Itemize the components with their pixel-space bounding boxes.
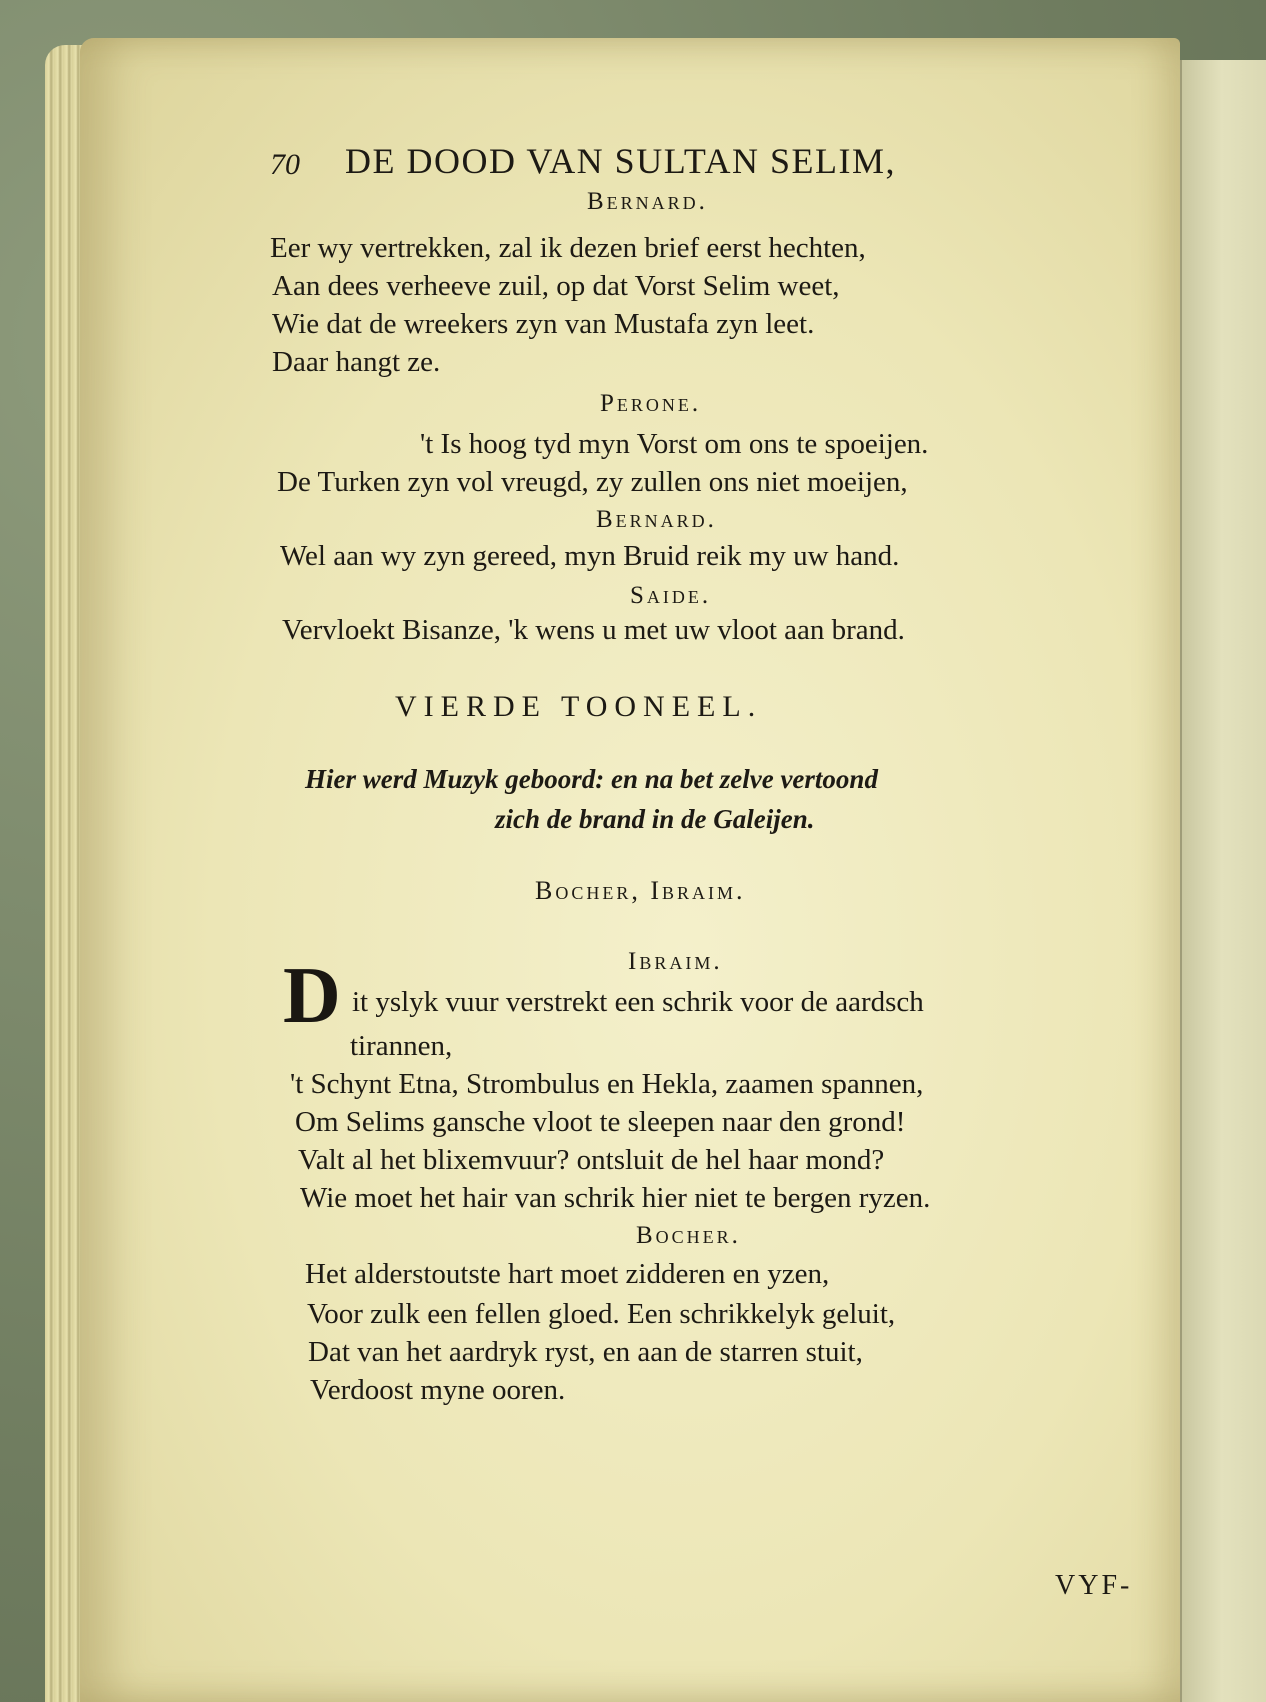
verse-line: Het alderstoutste hart moet zidderen en yzen,	[305, 1258, 830, 1290]
verse-line: Wie moet het hair van schrik hier niet te bergen ryzen.	[300, 1182, 931, 1214]
verse-line: Wie dat de wreekers zyn van Mustafa zyn leet.	[272, 308, 815, 340]
verse-line: Voor zulk een fellen gloed. Een schrikkelyk geluit,	[307, 1298, 896, 1330]
scene-title: VIERDE TOONEEL.	[395, 690, 763, 723]
catchword: VYF-	[1055, 1570, 1133, 1601]
verse-line: Vervloekt Bisanze, 'k wens u met uw vloot aan brand.	[282, 614, 905, 646]
verse-line: 't Is hoog tyd myn Vorst om ons te spoeijen.	[420, 428, 929, 460]
speaker-label: Bocher.	[636, 1222, 741, 1249]
speaker-label: Saide.	[630, 582, 712, 609]
verse-line: Eer wy vertrekken, zal ik dezen brief eerst hechten,	[270, 232, 866, 264]
verse-line: 't Schynt Etna, Strombulus en Hekla, zaamen spannen,	[290, 1068, 924, 1100]
page-number: 70	[270, 148, 300, 181]
verse-line: Daar hangt ze.	[272, 346, 441, 378]
verse-line: Wel aan wy zyn gereed, myn Bruid reik my uw hand.	[280, 540, 900, 572]
speaker-label: Bernard.	[587, 188, 708, 215]
facing-page-edge	[1180, 60, 1266, 1702]
verse-line: Dat van het aardryk ryst, en aan de starren stuit,	[308, 1336, 863, 1368]
verse-line: Om Selims gansche vloot te sleepen naar den grond!	[295, 1106, 906, 1138]
verse-line: Valt al het blixemvuur? ontsluit de hel haar mond?	[298, 1144, 885, 1176]
stage-direction: zich de brand in de Galeijen.	[495, 804, 815, 834]
verse-line: tirannen,	[350, 1030, 453, 1062]
drop-cap: D	[283, 952, 341, 1040]
running-head-title: DE DOOD VAN SULTAN SELIM,	[345, 141, 896, 181]
verse-line: Verdoost myne ooren.	[310, 1374, 566, 1406]
verse-line: it yslyk vuur verstrekt een schrik voor de aardsch	[352, 986, 924, 1018]
scene-cast: Bocher, Ibraim.	[535, 876, 746, 905]
speaker-label: Perone.	[600, 390, 702, 417]
verse-line: De Turken zyn vol vreugd, zy zullen ons niet moeijen,	[277, 466, 908, 498]
verse-line: Aan dees verheeve zuil, op dat Vorst Selim weet,	[272, 270, 840, 302]
speaker-label: Bernard.	[596, 506, 717, 533]
stage-direction: Hier werd Muzyk geboord: en na bet zelve vertoond	[305, 764, 878, 794]
speaker-label: Ibraim.	[628, 948, 723, 975]
